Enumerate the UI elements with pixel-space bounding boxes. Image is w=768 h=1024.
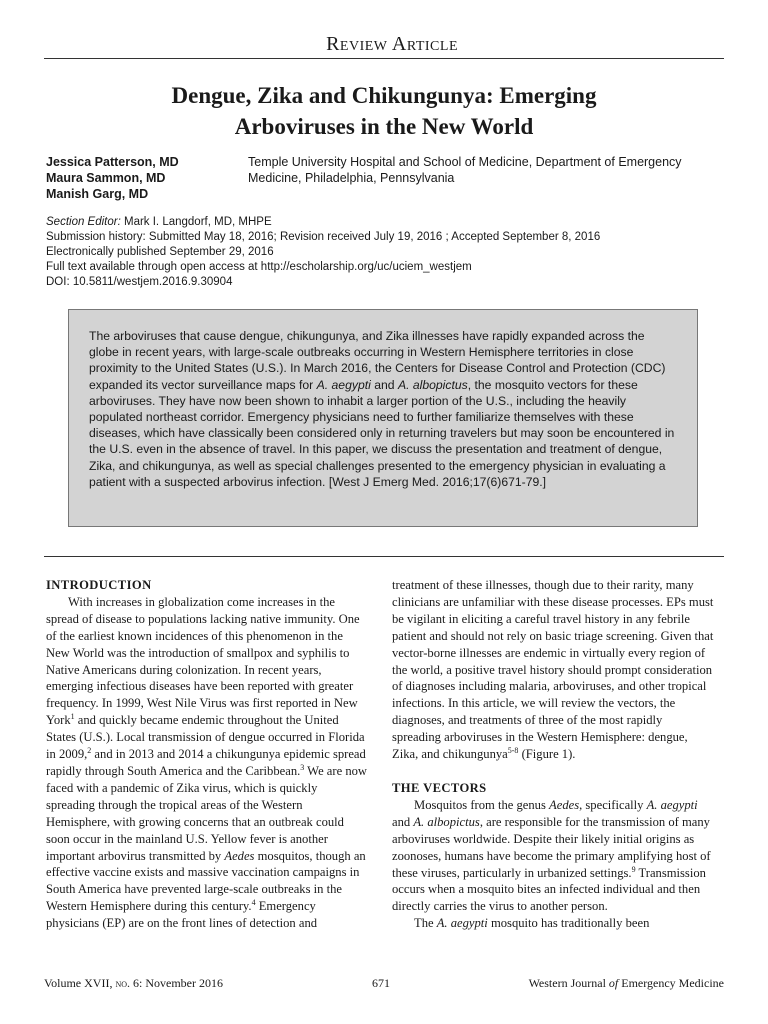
article-metadata	[46, 215, 726, 290]
footer-volume	[44, 976, 223, 991]
section-editor	[46, 215, 726, 230]
body-rule	[44, 556, 724, 557]
body-text: Transmission occurs when a mosquito bites an infected individual and then directly carries the virus to another person.	[392, 865, 706, 914]
citation-ref[interactable]: 3	[300, 762, 305, 772]
title-line-2: Arboviruses in the New World	[234, 114, 534, 139]
body-text: We are now faced with a pandemic of Zika virus, which is quickly spreading through the tropical areas of the Western Hemisphere, with growing concerns that an outbreak could soon occur in the mainland U.S. Yellow fever is another important arbovirus transmitted by	[46, 763, 368, 863]
section-heading-vectors: THE VECTORS	[392, 780, 487, 795]
fulltext-link[interactable]: Full text available through open access at http://escholarship.org/uc/uciem_westjem	[46, 261, 472, 273]
species-name: A. aegypti	[436, 916, 488, 931]
section-heading-introduction: INTRODUCTION	[46, 578, 152, 592]
abstract-text: and	[370, 377, 398, 392]
abstract-species: A. aegypti	[316, 377, 371, 392]
section-gap	[392, 763, 714, 780]
footer-text: . 6: November 2016	[127, 976, 223, 990]
submission-history: Submission history: Submitted May 18, 2016; Revision received July 19, 2016 ; Accepted September 8, 2016	[46, 231, 601, 243]
body-text: The	[414, 916, 437, 931]
body-text: and in 2013 and 2014 a chikungunya epidemic spread rapidly through South America and the Caribbean.	[46, 747, 366, 778]
body-text: Mosquitos from the genus	[414, 797, 550, 812]
citation-ref[interactable]: 9	[631, 864, 636, 874]
body-text: With increases in globalization come increases in the spread of disease to populations lacking native immunity. One of the earliest known incidences of this phenomenon in the New World was the introduction of smallpox and syphilis to Native Americans during colonization. In recent years, emerging infectious diseases have been reported with greater frequency. In 1999, West Nile Virus was first reported in New York	[46, 594, 360, 728]
species-name: A. aegypti	[646, 797, 698, 812]
species-name: A. albopictus	[413, 814, 480, 829]
footer-journal	[529, 976, 724, 991]
body-text: Emergency physicians (EP) are on the front lines of detection and	[46, 899, 318, 931]
body-text: mosquito has traditionally been	[487, 916, 650, 931]
author-list	[46, 154, 236, 202]
citation-ref[interactable]: 2	[87, 745, 92, 755]
doi[interactable]: DOI: 10.5811/westjem.2016.9.30904	[46, 276, 233, 288]
affiliation-line: Temple University Hospital and School of Medicine, Department of Emergency	[248, 155, 682, 169]
title-line-1: Dengue, Zika and Chikungunya: Emerging	[171, 83, 597, 108]
section-editor-label: Section Editor:	[46, 216, 121, 228]
body-text: (Figure 1).	[518, 747, 576, 762]
page-number: 671	[372, 976, 390, 990]
genus-name: Aedes	[549, 797, 580, 812]
body-text: mosquitos, though an effective vaccine exists and massive vaccination campaigns in South America have prevented large-scale outbreaks in the Western Hemisphere during this century.	[46, 848, 366, 914]
vectors-paragraph-2	[392, 915, 714, 932]
author-name: Maura Sammon, MD	[46, 171, 166, 185]
footer-text: no	[115, 976, 127, 990]
citation-ref[interactable]: 5-8	[507, 745, 519, 755]
body-column-right	[392, 577, 714, 932]
body-column-left	[46, 577, 368, 932]
introduction-paragraph	[46, 594, 368, 932]
publication-date: Electronically published September 29, 2016	[46, 246, 274, 258]
abstract-species: A. albopictus	[397, 377, 468, 392]
article-title	[44, 80, 724, 142]
body-text: , are responsible for the transmission of many arboviruses worldwide. Despite their likely initial origins as zoonoses, humans have become the primary amplifying host of these viruses, particularly in urbanized settings.	[392, 814, 711, 880]
genus-name: Aedes	[224, 848, 255, 863]
footer-text: Western Journal	[528, 976, 609, 990]
footer-text: Volume XVII,	[44, 976, 116, 990]
author-name: Manish Garg, MD	[46, 187, 149, 201]
body-text: and quickly became endemic throughout the United States (U.S.). Local transmission of dengue occurred in Florida in 2009,	[46, 713, 365, 762]
section-editor-name: Mark I. Langdorf, MD, MHPE	[120, 216, 272, 228]
abstract-text: The arboviruses that cause dengue, chikungunya, and Zika illnesses have rapidly expanded across the globe in recent years, with large-scale outbreaks occurring in Western Hemisphere territories in close proximity to the United States (U.S.). In March 2016, the Centers for Disease Control and Protection (CDC) expanded its vector surveillance maps for	[89, 329, 666, 392]
body-text: , specifically	[579, 797, 647, 812]
introduction-paragraph-continued	[392, 577, 714, 763]
footer-text: of	[608, 976, 619, 990]
abstract-box	[68, 309, 698, 527]
affiliation-line: Medicine, Philadelphia, Pennsylvania	[248, 171, 455, 185]
abstract-text: , the mosquito vectors for these arboviruses. They have now been shown to inhabit a larger portion of the U.S., including the heavily populated northeast corridor. Emergency physicians need to further familiarize themselves with these diseases, which have classically been considered only in returning travelers but may soon be encountered in the U.S. even in the absence of travel. In this paper, we discuss the presentation and treatment of dengue, Zika, and chikungunya, as well as special challenges presented to the emergency physician in evaluating a patient with a suspected arbovirus infection. [West J Emerg Med. 2016;17(6)671-79.]	[89, 377, 675, 489]
author-name: Jessica Patterson, MD	[46, 155, 179, 169]
body-text: treatment of these illnesses, though due to their rarity, many clinicians are unfamiliar with these disease processes. EPs must be vigilant in eliciting a careful travel history in any febrile patient and should not rely on basic triage screening. Given that vector-borne illnesses are endemic in virtually every region of the world, a positive travel history should prompt consideration of diagnoses including malaria, arboviruses, and other tropical infections. In this article, we will review the vectors, the diagnoses, and treatments of three of the most rapidly spreading arboviruses in the Western Hemisphere: dengue, Zika, and chikungunya	[392, 578, 714, 762]
body-text: and	[392, 814, 414, 829]
author-affiliation	[248, 154, 718, 186]
article-type-header: Review Article	[326, 33, 458, 55]
citation-ref[interactable]: 4	[251, 898, 256, 908]
header-rule	[44, 58, 724, 59]
footer-text: Emergency Medicine	[618, 976, 724, 990]
citation-ref[interactable]: 1	[70, 712, 75, 722]
vectors-paragraph	[392, 797, 714, 915]
